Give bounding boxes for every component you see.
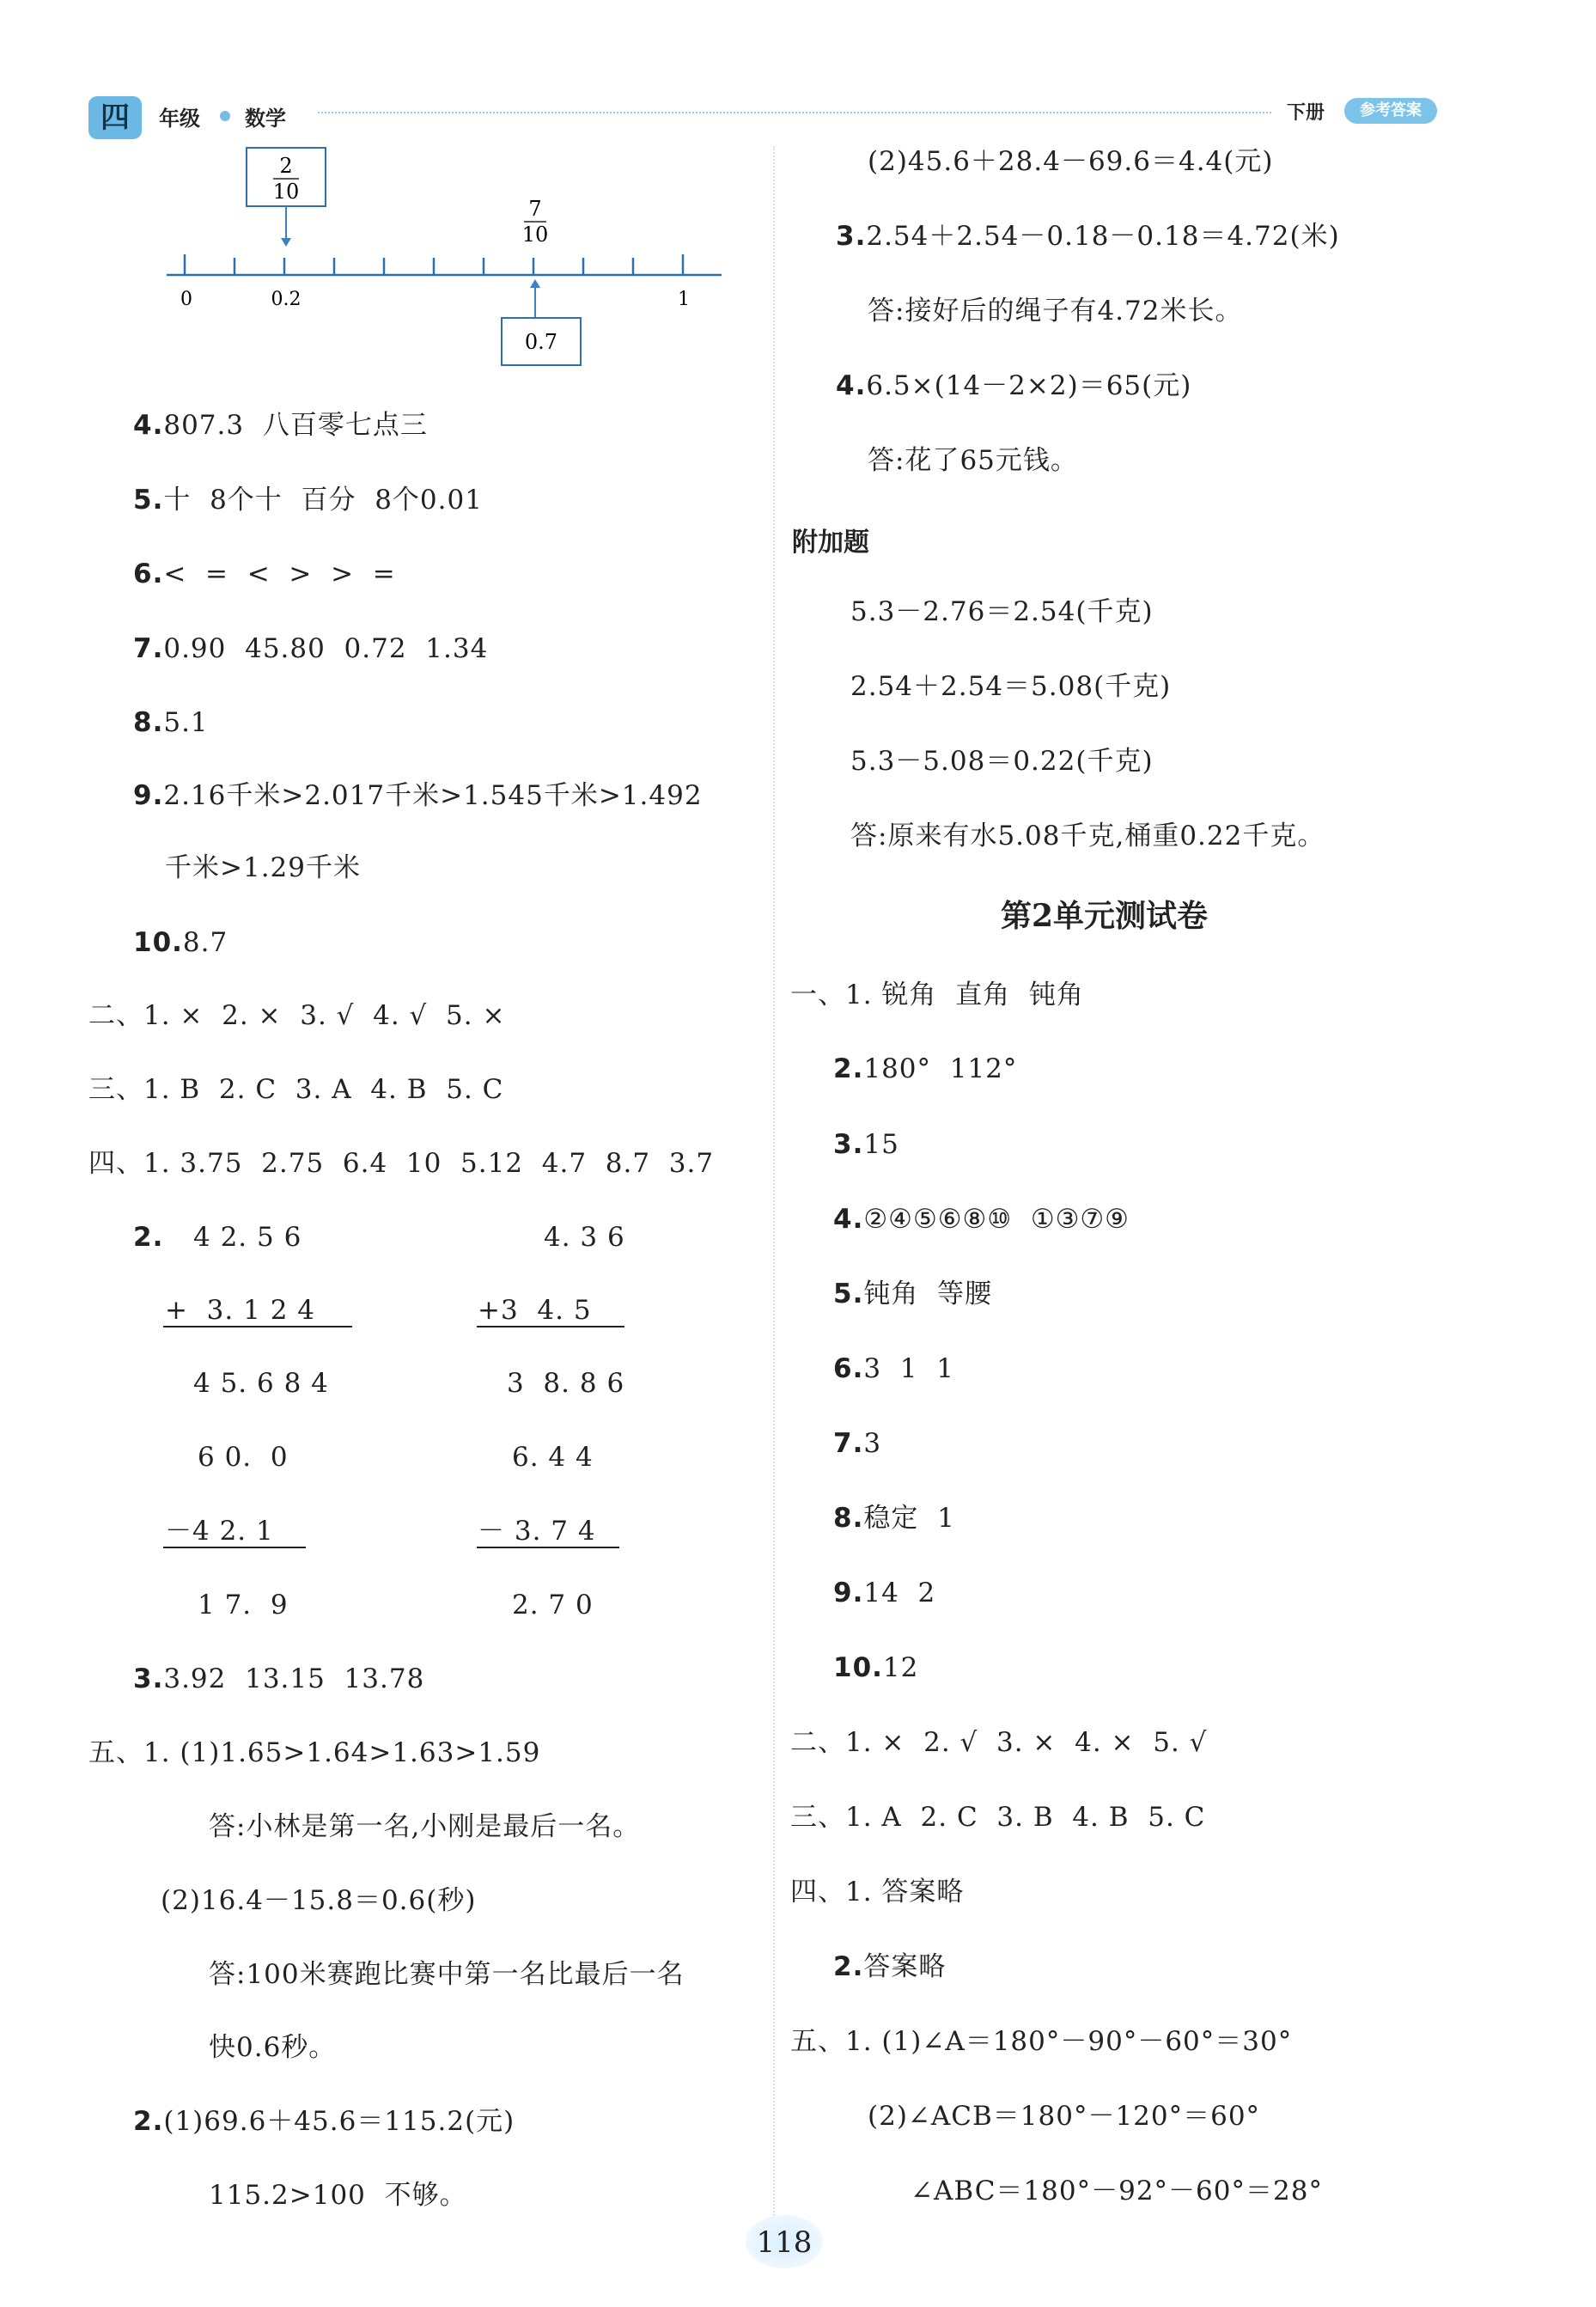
header-dot <box>220 111 230 121</box>
tick-label-0-2: 0.2 <box>271 289 302 310</box>
s2-part1-q3: 3.15 <box>833 1129 899 1160</box>
top-box-numerator: 2 <box>279 154 293 178</box>
page-number: 118 <box>756 2225 813 2260</box>
tick-label-1: 1 <box>678 289 690 310</box>
extra-line-3: 5.3－5.08＝0.22(千克) <box>850 746 1154 777</box>
extra-answer: 答:原来有水5.08千克,桶重0.22千克。 <box>850 821 1325 851</box>
s2-part4-q1: 四、1. 答案略 <box>790 1877 965 1907</box>
fraction-numerator: 7 <box>528 197 542 221</box>
subject-label: 数学 <box>245 107 286 131</box>
answer-line-6: 6.< = < > > = <box>133 558 396 589</box>
answer-line-7: 7.0.90 45.80 0.72 1.34 <box>133 633 489 664</box>
number-line-figure <box>155 142 739 374</box>
part-5-q1-ranking: 五、1. (1)1.65>1.64>1.63>1.59 <box>88 1737 541 1768</box>
s2-part2-answers: 二、1. × 2. √ 3. × 4. × 5. √ <box>790 1727 1208 1758</box>
extra-questions-title: 附加题 <box>792 528 869 558</box>
vcalc-b-result: 3 8. 8 6 <box>507 1368 625 1399</box>
vcalc-c-result: 1 7. 9 <box>198 1590 289 1620</box>
s2-part1-q5: 5.钝角 等腰 <box>833 1279 993 1309</box>
s2-part5-q1-sub2: (2)∠ACB＝180°－120°＝60° <box>868 2101 1261 2132</box>
vcalc-d-rule <box>477 1547 619 1548</box>
part-5-q2-sub1: 2.(1)69.6＋45.6＝115.2(元) <box>133 2106 515 2137</box>
extra-line-1: 5.3－2.76＝2.54(千克) <box>850 596 1154 627</box>
s2-part1-q8: 8.稳定 1 <box>833 1503 955 1534</box>
s2-part1-q2: 2.180° 112° <box>833 1053 1018 1084</box>
answer-line-8: 8.5.1 <box>133 707 209 738</box>
section-title: 第2单元测试卷 <box>1001 898 1209 934</box>
s2-part1-q1: 一、1. 锐角 直角 钝角 <box>790 980 1084 1010</box>
part-2-answers: 二、1. × 2. × 3. √ 4. √ 5. × <box>88 1000 506 1031</box>
vcalc-d-line1: 6. 4 4 <box>512 1442 594 1473</box>
s2-part1-q10: 10.12 <box>833 1652 919 1683</box>
vcalc-a-line1: 4 2. 5 6 <box>193 1222 302 1253</box>
part-5-q1-sub2-answer: 答:100米赛跑比赛中第一名比最后一名 <box>209 1959 685 1990</box>
grade-label: 年级 <box>159 107 200 131</box>
vcalc-c-line2: －4 2. 1 <box>165 1516 274 1547</box>
right-line-4: 4.6.5×(14－2×2)＝65(元) <box>836 370 1192 401</box>
vcalc-c-rule <box>163 1547 306 1548</box>
s2-part3-answers: 三、1. A 2. C 3. B 4. B 5. C <box>790 1802 1206 1833</box>
answer-line-10: 10.8.7 <box>133 927 228 958</box>
top-box-denominator: 10 <box>272 180 300 204</box>
vcalc-d-result: 2. 7 0 <box>512 1590 594 1620</box>
part-5-q2-sub1-answer: 115.2>100 不够。 <box>209 2180 467 2211</box>
s2-part1-q9: 9.14 2 <box>833 1578 936 1608</box>
bottom-box-value: 0.7 <box>524 330 558 354</box>
answer-line-5: 5.十 8个十 百分 8个0.01 <box>133 485 483 516</box>
s2-part1-q7: 7.3 <box>833 1428 882 1459</box>
vcalc-b-rule <box>477 1326 624 1327</box>
part-4-q1-answers: 四、1. 3.75 2.75 6.4 10 5.12 4.7 8.7 3.7 <box>88 1148 715 1179</box>
part-4-q3-answers: 3.3.92 13.15 13.78 <box>133 1663 425 1694</box>
vcalc-a-result: 4 5. 6 8 4 <box>193 1368 329 1399</box>
fraction-denominator: 10 <box>521 223 549 247</box>
vcalc-a-line2: + 3. 1 2 4 <box>165 1295 315 1326</box>
vcalc-b-line2: +3 4. 5 <box>478 1295 592 1326</box>
part-5-q1-sub2-answer-cont: 快0.6秒。 <box>209 2032 337 2063</box>
right-line-2-sub2: (2)45.6＋28.4－69.6＝4.4(元) <box>868 146 1274 177</box>
vertical-calc-label: 2. <box>133 1222 164 1253</box>
vcalc-c-line1: 6 0. 0 <box>198 1442 289 1473</box>
tick-label-0: 0 <box>180 289 192 310</box>
s2-part1-q4: 4.②④⑤⑥⑧⑩ ①③⑦⑨ <box>833 1204 1130 1235</box>
s2-part1-q6: 6.3 1 1 <box>833 1353 954 1384</box>
s2-part5-q1-sub2-cont: ∠ABC＝180°－92°－60°＝28° <box>911 2176 1323 2206</box>
volume-label: 下册 <box>1287 102 1325 124</box>
part-3-answers: 三、1. B 2. C 3. A 4. B 5. C <box>88 1074 504 1105</box>
header-divider-line <box>318 112 1271 113</box>
extra-line-2: 2.54＋2.54＝5.08(千克) <box>850 671 1172 702</box>
grade-badge: 四 <box>88 96 142 139</box>
right-line-3: 3.2.54＋2.54－0.18－0.18＝4.72(米) <box>836 221 1340 252</box>
answer-tag: 参考答案 <box>1344 98 1437 124</box>
vcalc-b-line1: 4. 3 6 <box>544 1222 625 1253</box>
right-line-3-answer: 答:接好后的绳子有4.72米长。 <box>868 296 1243 327</box>
right-line-4-answer: 答:花了65元钱。 <box>868 445 1078 476</box>
answer-line-9-continued: 千米>1.29千米 <box>165 852 361 883</box>
s2-part4-q2: 2.答案略 <box>833 1951 947 1982</box>
vcalc-a-rule <box>163 1326 352 1327</box>
s2-part5-q1: 五、1. (1)∠A＝180°－90°－60°＝30° <box>790 2026 1293 2057</box>
number-line-ticks <box>185 254 683 275</box>
answer-line-4: 4.807.3 八百零七点三 <box>133 410 428 441</box>
part-5-q1-answer: 答:小林是第一名,小刚是最后一名。 <box>209 1811 641 1842</box>
vcalc-d-line2: － 3. 7 4 <box>478 1516 596 1547</box>
answer-line-9: 9.2.16千米>2.017千米>1.545千米>1.492 <box>133 780 703 811</box>
part-5-q1-sub2: (2)16.4－15.8＝0.6(秒) <box>161 1885 477 1916</box>
column-divider <box>773 146 775 2243</box>
